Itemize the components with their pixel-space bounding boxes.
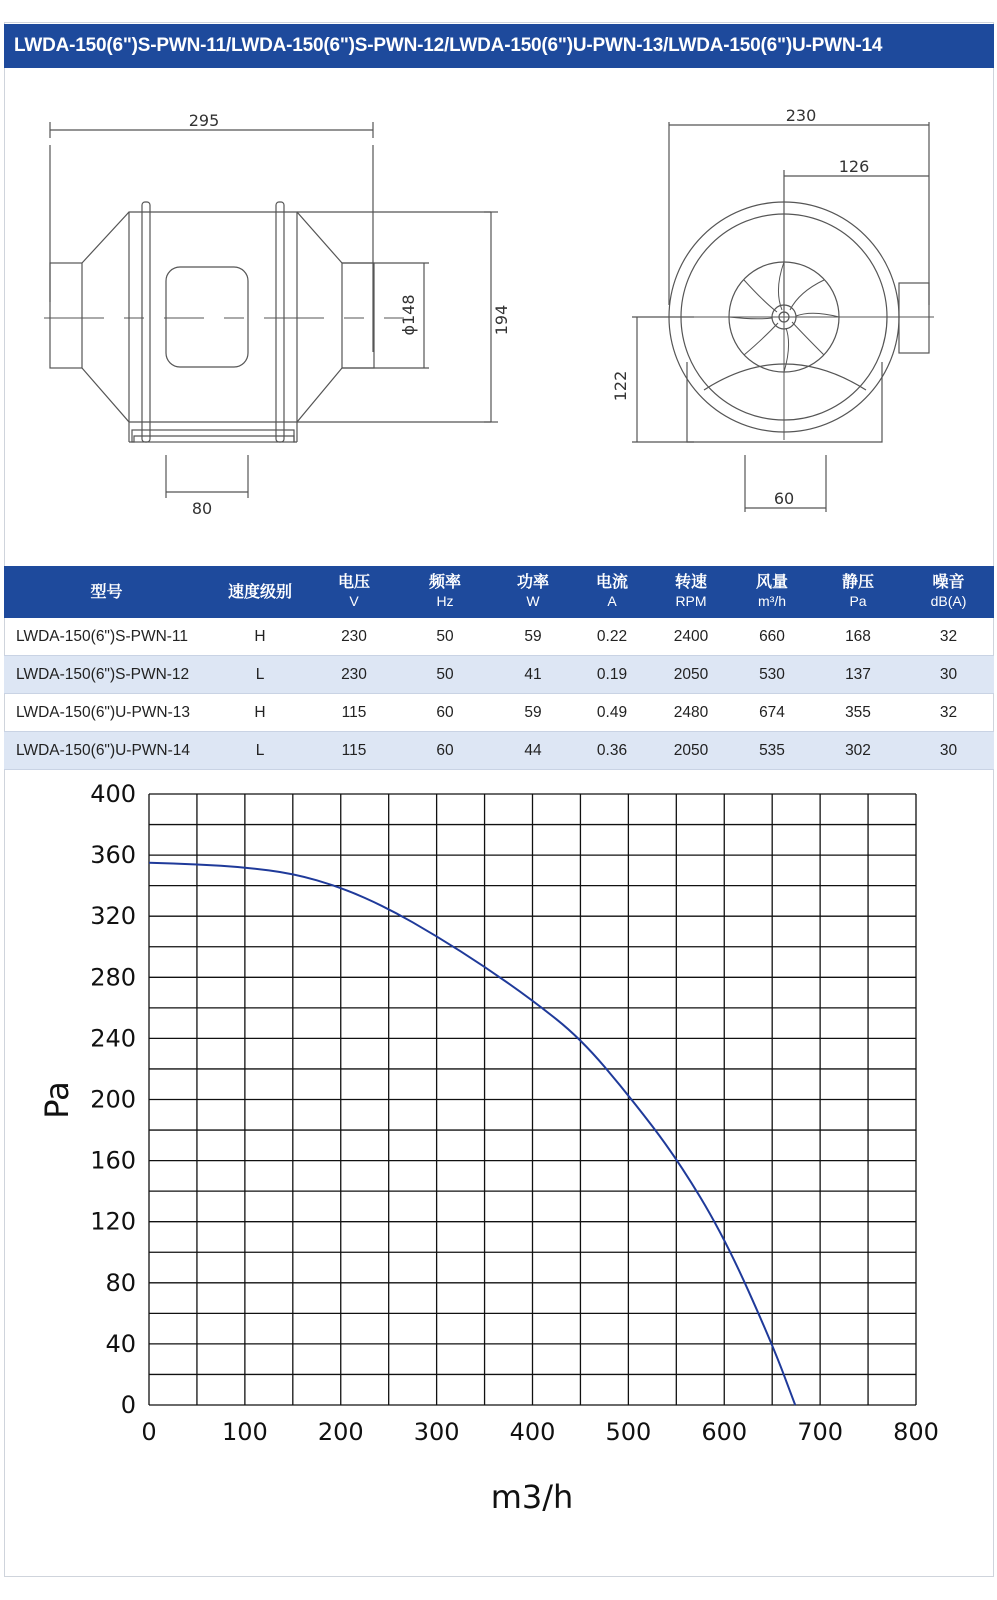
table-cell: 2400 [651, 618, 731, 656]
x-tick-label: 400 [509, 1418, 556, 1446]
table-cell: 59 [493, 694, 573, 732]
y-tick-label: 0 [120, 1391, 136, 1419]
col-header: 转速 RPM [651, 566, 731, 618]
x-tick-label: 800 [893, 1418, 939, 1446]
y-tick-label: 240 [90, 1024, 136, 1053]
side-diameter-label: ϕ148 [399, 294, 418, 336]
table-cell: 660 [731, 618, 813, 656]
x-tick-label: 500 [605, 1418, 652, 1446]
x-tick-label: 600 [701, 1418, 748, 1446]
table-cell: H [209, 618, 311, 656]
chart-ticks [90, 780, 939, 1446]
front-width-label: 230 [785, 106, 817, 125]
front-foot-label: 60 [773, 489, 795, 508]
col-header: 风量 m³/h [731, 566, 813, 618]
front-view [632, 122, 934, 512]
table-cell: LWDA-150(6")U-PWN-13 [4, 694, 209, 732]
table-cell: 530 [731, 656, 813, 694]
y-tick-label: 320 [90, 902, 136, 931]
x-tick-label: 0 [141, 1418, 157, 1446]
front-half-width-label: 126 [838, 157, 870, 176]
table-cell: 0.22 [573, 618, 651, 656]
table-cell: 674 [731, 694, 813, 732]
table-row [4, 732, 994, 770]
table-cell: 32 [903, 694, 994, 732]
pressure-flow-curve [149, 863, 795, 1405]
table-cell: 50 [397, 656, 493, 694]
table-cell: 32 [903, 618, 994, 656]
table-cell: 115 [311, 694, 397, 732]
chart-grid [149, 794, 916, 1405]
col-header: 电压 V [311, 566, 397, 618]
table-row [4, 694, 994, 732]
y-tick-label: 360 [90, 841, 136, 870]
y-tick-label: 160 [90, 1146, 136, 1175]
table-cell: 168 [813, 618, 903, 656]
col-header: 电流 A [573, 566, 651, 618]
table-cell: 2480 [651, 694, 731, 732]
table-cell: 30 [903, 656, 994, 694]
y-axis-label: Pa [38, 1081, 76, 1119]
table-cell: LWDA-150(6")S-PWN-11 [4, 618, 209, 656]
side-length-label: 295 [188, 111, 220, 130]
product-title: LWDA-150(6")S-PWN-11/LWDA-150(6")S-PWN-12/LWDA-150(6")U-PWN-13/LWDA-150(6")U-PWN-14 [14, 35, 883, 56]
x-tick-label: 300 [413, 1418, 460, 1446]
x-tick-label: 100 [221, 1418, 268, 1446]
table-cell: 230 [311, 618, 397, 656]
table-cell: 60 [397, 732, 493, 770]
y-tick-label: 280 [90, 963, 136, 992]
table-cell: 50 [397, 618, 493, 656]
table-row [4, 656, 994, 694]
y-tick-label: 40 [105, 1329, 136, 1358]
table-cell: LWDA-150(6")U-PWN-14 [4, 732, 209, 770]
x-axis-label: m3/h [490, 1478, 574, 1516]
table-cell: 60 [397, 694, 493, 732]
x-tick-label: 700 [797, 1418, 844, 1446]
table-cell: 41 [493, 656, 573, 694]
y-tick-label: 200 [90, 1085, 136, 1114]
table-cell: 0.19 [573, 656, 651, 694]
col-header: 型号 [4, 566, 209, 618]
front-center-height-label: 122 [611, 370, 630, 402]
table-cell: 302 [813, 732, 903, 770]
spec-table-header [4, 566, 994, 618]
performance-chart [4, 775, 994, 1565]
y-tick-label: 80 [105, 1268, 136, 1297]
table-cell: 44 [493, 732, 573, 770]
col-header: 频率 Hz [397, 566, 493, 618]
table-cell: 59 [493, 618, 573, 656]
table-cell: L [209, 732, 311, 770]
table-cell: 535 [731, 732, 813, 770]
col-header: 静压 Pa [813, 566, 903, 618]
product-title-banner [4, 24, 994, 68]
table-cell: 2050 [651, 732, 731, 770]
table-cell: 0.36 [573, 732, 651, 770]
side-view [44, 122, 498, 498]
spec-table [4, 566, 994, 770]
col-header: 功率 W [493, 566, 573, 618]
table-cell: 115 [311, 732, 397, 770]
col-header: 速度级别 [209, 566, 311, 618]
side-height-label: 194 [492, 304, 511, 336]
table-cell: 230 [311, 656, 397, 694]
y-tick-label: 120 [90, 1207, 136, 1236]
table-row [4, 618, 994, 656]
table-cell: 2050 [651, 656, 731, 694]
side-foot-label: 80 [191, 499, 213, 518]
table-cell: LWDA-150(6")S-PWN-12 [4, 656, 209, 694]
table-cell: 0.49 [573, 694, 651, 732]
y-tick-label: 400 [90, 780, 136, 808]
table-cell: 30 [903, 732, 994, 770]
table-cell: L [209, 656, 311, 694]
table-cell: H [209, 694, 311, 732]
x-tick-label: 200 [317, 1418, 364, 1446]
col-header: 噪音 dB(A) [903, 566, 994, 618]
table-cell: 137 [813, 656, 903, 694]
table-cell: 355 [813, 694, 903, 732]
dimension-drawing [4, 70, 994, 564]
